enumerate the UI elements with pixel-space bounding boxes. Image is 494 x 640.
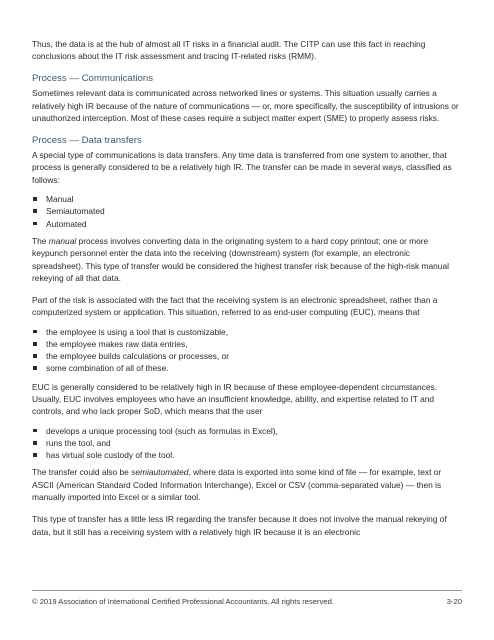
- user-points-list: [32, 425, 462, 462]
- list-item: Manual: [32, 193, 462, 205]
- manual-transfer-paragraph: [32, 235, 462, 285]
- data-transfers-heading: Process — Data transfers: [32, 135, 142, 147]
- list-item: some combination of all of these.: [32, 362, 462, 374]
- final-paragraph: This type of transfer has a little less IR regarding the transfer because it does not involve the manual rekeying of data, but it still has a receiving system with a relatively high IR because it is an electronic: [32, 514, 447, 537]
- data-transfers-paragraph: A special type of communications is data transfers. Any time data is transferred from one system to another, that process is generally considered to be a relatively high IR. The transfer can be made in several ways, classified as follows:: [32, 150, 452, 185]
- semi-emphasis: semiautomated: [131, 467, 189, 478]
- transfer-methods-list: [32, 193, 462, 230]
- euc-paragraph: EUC is generally considered to be relatively high in IR because of these employee-dependent circumstances. Usually, EUC involves employees who have an insufficient knowledge, ability, and expertise related to IT and controls, and who lack proper SoD, which means that the user: [32, 381, 438, 417]
- euc-points-list: [32, 326, 462, 375]
- intro-paragraph: Thus, the data is at the hub of almost all IT risks in a financial audit. The CITP can use this fact in reaching conclusions about the IT risk assessment and tracing IT-related risks (RMM).: [32, 39, 426, 62]
- page-footer: [32, 590, 462, 606]
- copyright-notice: © 2019 Association of International Certified Professional Accountants. All rights reserved.: [32, 597, 334, 606]
- list-item: has virtual sole custody of the tool.: [32, 449, 462, 461]
- page-number: 3-20: [446, 597, 462, 606]
- list-item: develops a unique processing tool (such as formulas in Excel),: [32, 425, 462, 437]
- list-item: Automated: [32, 218, 462, 230]
- manual-text-end: process involves converting data in the originating system to a hard copy printout; one or more keypunch personnel enter the data into the receiving (downstream) system (for example, an electronic spreadsheet). This type of transfer would be considered the highest transfer risk because of the high-risk manual rekeying of all that data.: [32, 235, 449, 284]
- manual-emphasis: manual: [48, 235, 77, 246]
- communications-heading: Process — Communications: [32, 73, 154, 85]
- euc-risk-paragraph: Part of the risk is associated with the fact that the receiving system is an electronic spreadsheet, rather than a computerized system or application. This situation, referred to as end-user computing (EUC), means that: [32, 294, 438, 318]
- manual-text-start: The: [32, 235, 49, 246]
- list-item: the employee makes raw data entries,: [32, 338, 462, 350]
- page-body: [32, 38, 462, 538]
- semiautomated-paragraph: [32, 466, 462, 503]
- semi-text-start: The transfer could also be: [32, 467, 132, 478]
- list-item: Semiautomated: [32, 205, 462, 217]
- list-item: runs the tool, and: [32, 437, 462, 449]
- list-item: the employee builds calculations or processes, or: [32, 350, 462, 362]
- semi-text-end: , where data is exported into some kind of file — for example, text or ASCII (American Standard Coded Information Interchange), Excel or CSV (comma-separated value) — then is manually imported into Excel or a similar tool.: [32, 467, 442, 503]
- list-item: the employee is using a tool that is customizable,: [32, 326, 462, 338]
- communications-paragraph: Sometimes relevant data is communicated across networked lines or systems. This situation usually carries a relatively high IR because of the nature of communications — or, more specifically, the susceptibility of intrusions or unauthorized interception. Most of these cases require a subject matter expert (SME) to properly assess risks.: [32, 88, 459, 124]
